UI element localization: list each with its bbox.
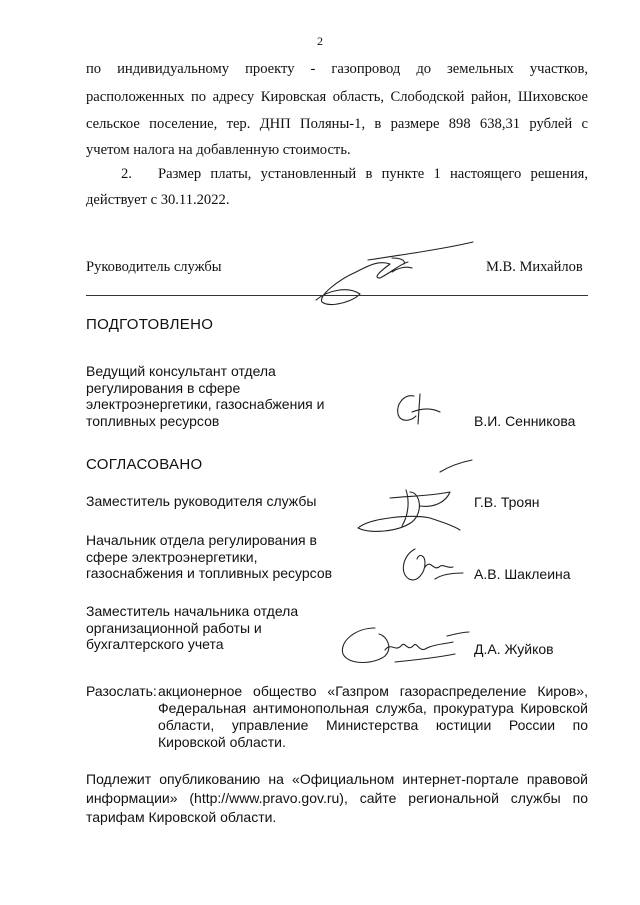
prepared-position-line: регулирования в сфере	[86, 379, 241, 396]
publication-line: Подлежит опубликованию на «Официальном интернет-портале правовой	[86, 771, 588, 787]
prepared-position-line: топливных ресурсов	[86, 412, 220, 429]
agreed-signer-position-line: сфере электроэнергетики,	[86, 548, 258, 565]
body-line-2: расположенных по адресу Кировская область, Слободской район, Шиховское	[86, 89, 588, 105]
body-line-1: по индивидуальному проекту - газопровод до земельных участков,	[86, 61, 588, 77]
agreed-signer-position-line: организационной работы и	[86, 619, 262, 636]
page-number: 2	[317, 34, 323, 48]
agreed-signer-position-line: Заместитель начальника отдела	[86, 603, 299, 619]
agreed-signer-2-signature-mark	[395, 543, 470, 588]
publication-note	[86, 770, 588, 827]
distribution-line: Кировской области.	[158, 734, 286, 750]
head-signature-mark	[308, 238, 478, 313]
body-line-4: учетом налога на добавленную стоимость.	[86, 142, 351, 158]
distribution-list	[158, 683, 588, 751]
distribution-label: Разослать:	[86, 683, 157, 699]
publication-line: тарифам Кировской области.	[86, 809, 277, 825]
head-position: Руководитель службы	[86, 259, 222, 275]
prepared-name: В.И. Сенникова	[474, 413, 576, 429]
distribution-line: области, управление Министерства юстиции России по	[158, 717, 588, 733]
agreed-signer-1-name: Г.В. Троян	[474, 494, 540, 510]
distribution-line: Федеральная антимонопольная служба, прокуратура Кировской	[158, 700, 588, 716]
prepared-position	[86, 363, 324, 429]
head-name: М.В. Михайлов	[486, 259, 583, 275]
agreed-signer-3-signature-mark	[335, 618, 475, 673]
prepared-signature-mark	[390, 390, 450, 435]
prepared-position-line: электроэнергетики, газоснабжения и	[86, 396, 325, 412]
item-2-number: 2.	[121, 166, 132, 182]
item-2-line-2: действует с 30.11.2022.	[86, 192, 230, 208]
agreed-signer-position-line: Заместитель руководителя службы	[86, 493, 317, 509]
agreed-signer-1-position	[86, 493, 316, 510]
agreed-signer-2-position	[86, 532, 332, 582]
agreed-heading: СОГЛАСОВАНО	[86, 456, 203, 473]
agreed-signer-position-line: газоснабжения и топливных ресурсов	[86, 565, 333, 581]
agreed-signer-position-line: бухгалтерского учета	[86, 636, 224, 652]
prepared-position-line: Ведущий консультант отдела	[86, 363, 276, 379]
agreed-signer-3-name: Д.А. Жуйков	[474, 641, 554, 657]
prepared-heading: ПОДГОТОВЛЕНО	[86, 316, 214, 333]
agreed-signer-position-line: Начальник отдела регулирования в	[86, 532, 317, 548]
publication-line: информации» (http://www.pravo.gov.ru), сайте региональной службы по	[86, 790, 588, 806]
body-line-3: сельское поселение, тер. ДНП Поляны-1, в размере 898 638,31 рублей с	[86, 116, 588, 132]
agreed-signer-1-signature-mark	[350, 452, 485, 542]
signature-separator	[86, 295, 588, 296]
item-2-line-1: Размер платы, установленный в пункте 1 настоящего решения,	[158, 166, 588, 182]
distribution-line: акционерное общество «Газпром газораспределение Киров»,	[158, 683, 588, 699]
agreed-signer-3-position	[86, 603, 298, 653]
agreed-signer-2-name: А.В. Шаклеина	[474, 566, 571, 582]
